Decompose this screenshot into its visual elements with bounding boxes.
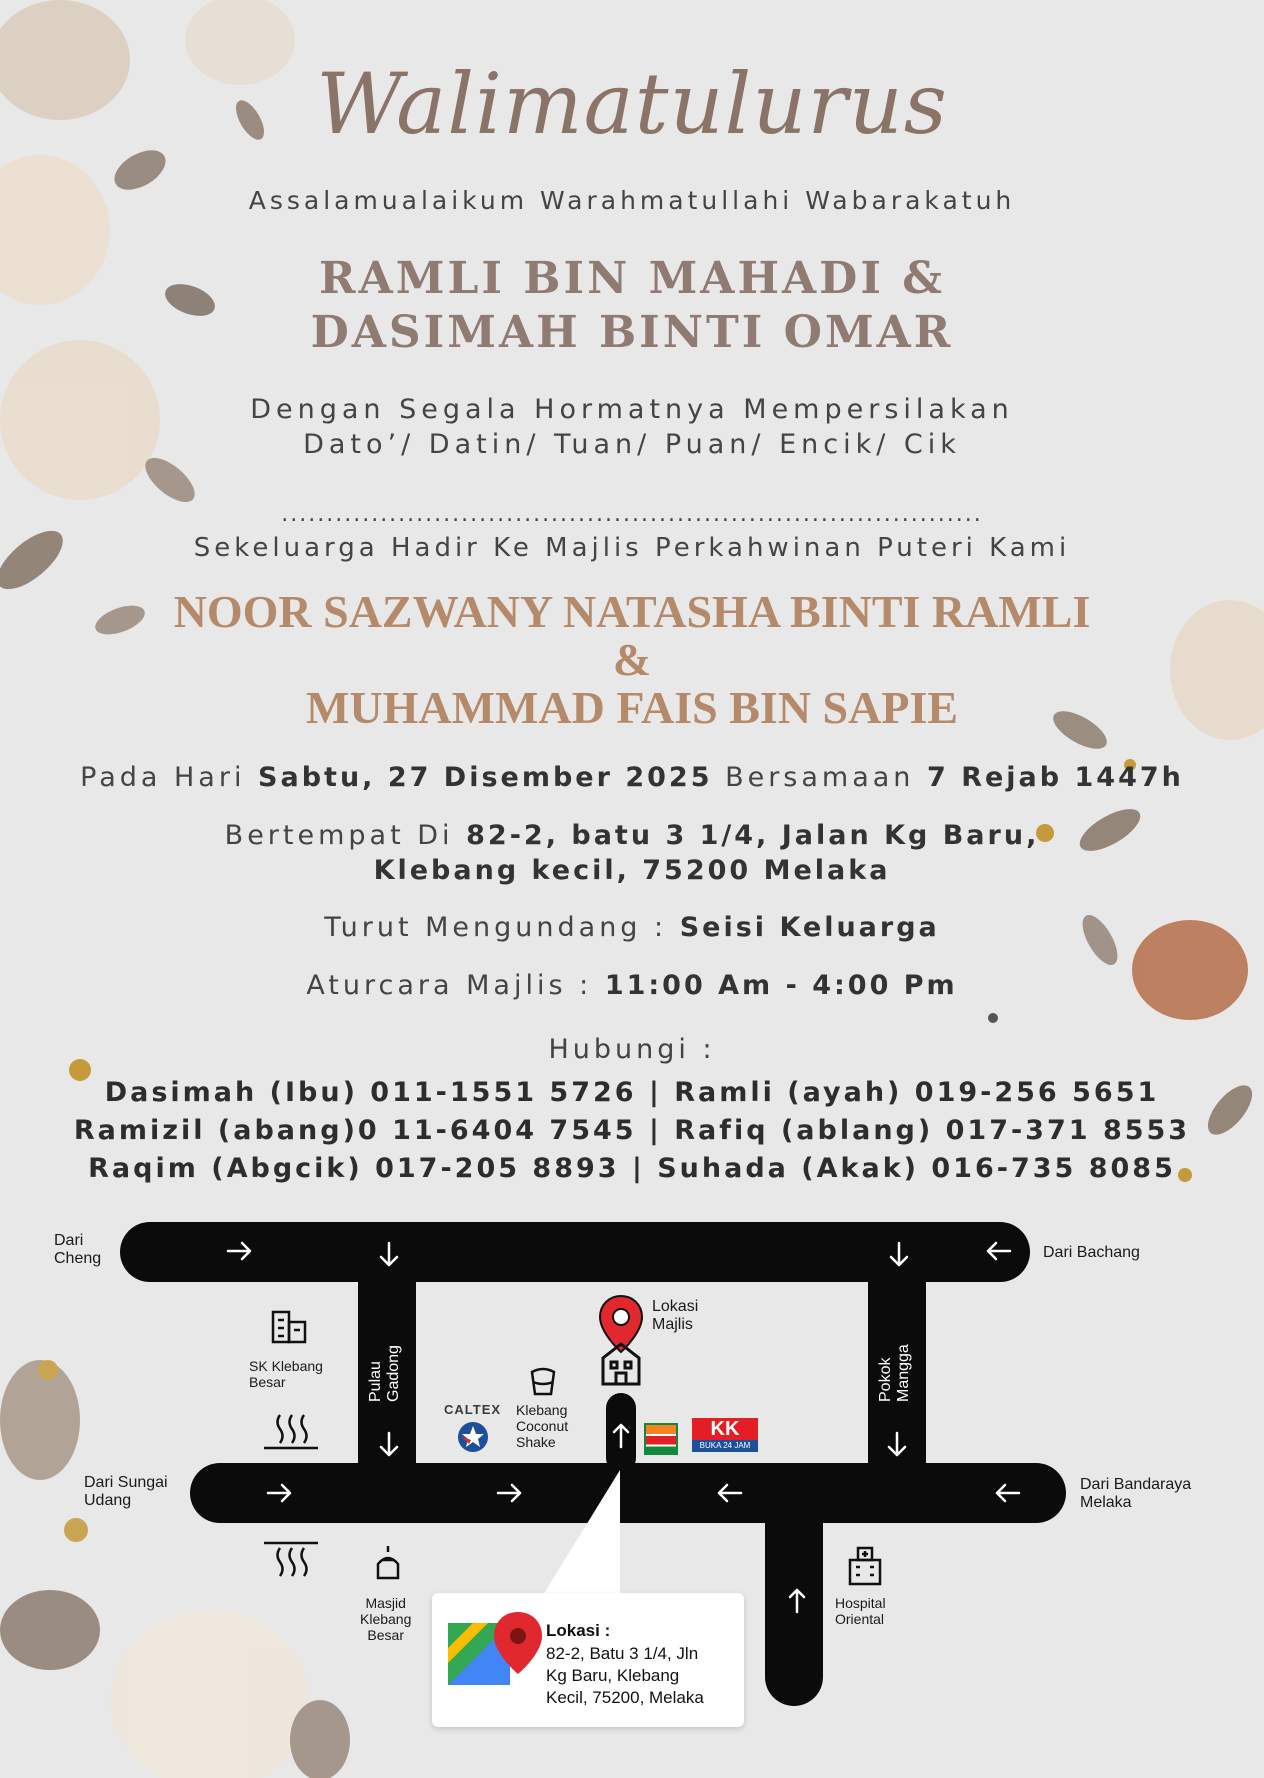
label-line: Pulau	[367, 1361, 384, 1402]
label-sk-klebang	[249, 1358, 323, 1390]
label-coconut-shake	[516, 1402, 568, 1450]
name-blank-dots: ..............................................................................	[281, 502, 983, 527]
hospital-icon	[850, 1548, 880, 1584]
label-dari-bandaraya	[1080, 1476, 1191, 1512]
label-line: Lokasi	[652, 1298, 699, 1315]
label-line: Klebang	[516, 1402, 568, 1418]
label-line: Shake	[516, 1434, 556, 1450]
groom-name: MUHAMMAD FAIS BIN SAPIE	[305, 682, 959, 733]
parent-father: RAMLI BIN MAHADI &	[319, 253, 945, 304]
aturcara-prefix: Aturcara Majlis :	[306, 970, 605, 1001]
address-line: Kg Baru, Klebang	[546, 1666, 680, 1685]
label-dari-cheng	[54, 1232, 101, 1268]
label-hospital	[835, 1595, 886, 1627]
address-line: 82-2, Batu 3 1/4, Jln	[546, 1644, 699, 1663]
label-line: Dari Sungai	[84, 1474, 168, 1491]
label-line: Klebang	[360, 1611, 412, 1627]
venue-line-1: 82-2, batu 3 1/4, Jalan Kg Baru,	[466, 820, 1040, 851]
google-maps-card-icon	[444, 1610, 544, 1710]
family-line: Sekeluarga Hadir Ke Majlis Perkahwinan Puteri Kami	[193, 533, 1071, 563]
script-title: Walimatulurus	[316, 55, 948, 153]
label-line: Udang	[84, 1492, 132, 1509]
ampersand: &	[612, 634, 652, 685]
label-dari-sungai-udang	[84, 1474, 168, 1510]
parent-mother: DASIMAH BINTI OMAR	[310, 307, 954, 358]
label-line: Gadong	[385, 1345, 402, 1402]
contact-line: Ramizil (abang)0 11-6404 7545 | Rafiq (ablang) 017-371 8553	[73, 1115, 1191, 1146]
river-icon	[264, 1543, 318, 1576]
venue-prefix: Bertempat Di	[224, 820, 467, 851]
greeting: Assalamualaikum Warahmatullahi Wabarakatuh	[248, 186, 1016, 215]
school-building-icon	[273, 1312, 305, 1342]
road-bottom	[190, 1463, 1066, 1523]
address-line: Kecil, 75200, Melaka	[546, 1688, 704, 1707]
label-line: Melaka	[1080, 1494, 1132, 1511]
bride-name: NOOR SAZWANY NATASHA BINTI RAMLI	[173, 586, 1091, 637]
label-line: Dari	[54, 1232, 84, 1249]
river-icon	[264, 1415, 318, 1448]
hubungi-heading: Hubungi :	[548, 1034, 716, 1065]
venue-line-2: Klebang kecil, 75200 Melaka	[373, 855, 891, 886]
label-caltex: CALTEX	[444, 1402, 502, 1417]
date-prefix: Pada Hari	[80, 762, 259, 793]
label-line: Dari Bandaraya	[1080, 1476, 1192, 1493]
mosque-icon	[378, 1546, 398, 1578]
seven-eleven-logo-icon	[644, 1423, 678, 1455]
label-line: Cheng	[54, 1250, 102, 1267]
date-value: Sabtu, 27 Disember 2025	[258, 762, 713, 793]
label-line: Coconut	[516, 1418, 569, 1434]
turut-value: Seisi Keluarga	[679, 912, 940, 943]
drink-cup-icon	[532, 1369, 554, 1394]
label-line: Mangga	[895, 1344, 912, 1402]
road-label-pokok-mangga	[877, 1344, 913, 1402]
contact-line: Dasimah (Ibu) 011-1551 5726 | Ramli (ayah) 019-256 5651	[104, 1077, 1160, 1108]
label-line: Besar	[367, 1627, 404, 1643]
label-dari-bachang: Dari Bachang	[1043, 1244, 1140, 1261]
label-line: Masjid	[365, 1595, 406, 1611]
kk-mart-logo-icon: KK BUKA 24 JAM	[692, 1418, 758, 1452]
kk-tagline: BUKA 24 JAM	[692, 1440, 758, 1452]
contact-line: Raqim (Abgcik) 017-205 8893 | Suhada (Akak) 016-735 8085	[88, 1153, 1176, 1184]
label-line: SK Klebang	[249, 1358, 323, 1374]
label-masjid	[360, 1595, 411, 1643]
invite-line-2: Dato’/ Datin/ Tuan/ Puan/ Encik/ Cik	[303, 429, 961, 460]
date-mid: Bersamaan	[712, 762, 928, 793]
aturcara-value: 11:00 Am - 4:00 Pm	[604, 970, 958, 1001]
card-title: Lokasi :	[546, 1621, 611, 1640]
label-line: Besar	[249, 1374, 286, 1390]
label-lokasi-majlis	[652, 1298, 698, 1334]
label-line: Hospital	[835, 1595, 886, 1611]
label-line: Majlis	[652, 1316, 693, 1333]
hijri-date: 7 Rejab 1447h	[927, 762, 1184, 793]
label-line: Pokok	[877, 1357, 894, 1402]
invite-line-1: Dengan Segala Hormatnya Mempersilakan	[250, 394, 1014, 425]
label-line: Oriental	[835, 1611, 885, 1627]
road-label-pulau-gadong	[367, 1345, 403, 1402]
turut-prefix: Turut Mengundang :	[324, 912, 680, 943]
card-address	[546, 1643, 704, 1709]
caltex-logo-icon	[458, 1422, 488, 1452]
